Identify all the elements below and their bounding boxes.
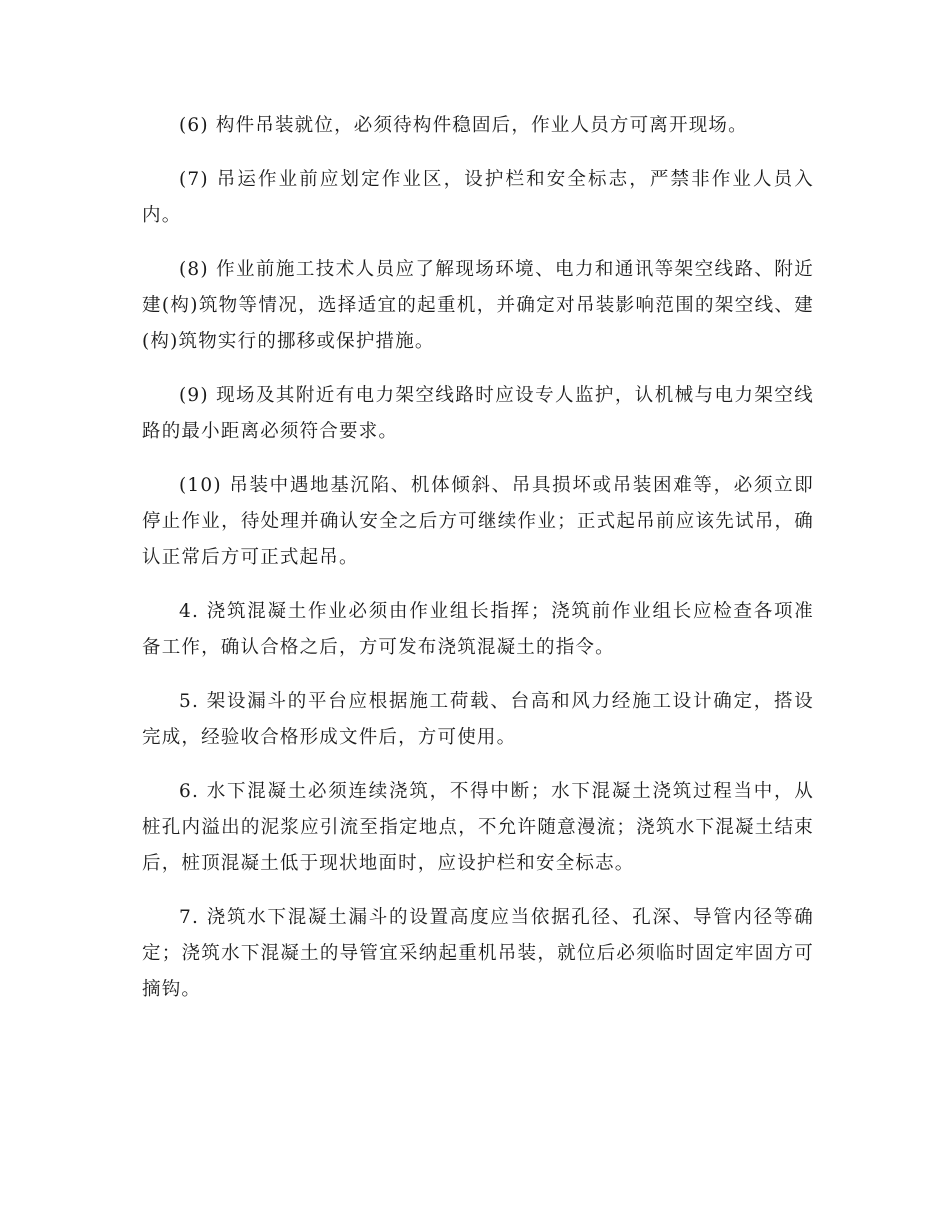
- paragraph-item-7: (7) 吊运作业前应划定作业区，设护栏和安全标志，严禁非作业人员入内。: [142, 169, 814, 226]
- paragraph-item-8: (8) 作业前施工技术人员应了解现场环境、电力和通讯等架空线路、附近建(构)筑物等情况，选择适宜的起重机，并确定对吊装影响范围的架空线、建(构)筑物实行的挪移或保护措施。: [142, 259, 814, 352]
- paragraph-section-6: 6. 水下混凝土必须连续浇筑，不得中断；水下混凝土浇筑过程当中，从桩孔内溢出的泥浆应引流至指定地点，不允许随意漫流；浇筑水下混凝土结束后，桩顶混凝土低于现状地面时，应设护栏和安全标志。: [142, 781, 814, 874]
- paragraph-item-10: (10) 吊装中遇地基沉陷、机体倾斜、吊具损坏或吊装困难等，必须立即停止作业，待处理并确认安全之后方可继续作业；正式起吊前应该先试吊，确认正常后方可正式起吊。: [142, 475, 814, 568]
- paragraph-section-7: 7. 浇筑水下混凝土漏斗的设置高度应当依据孔径、孔深、导管内径等确定；浇筑水下混凝土的导管宜采纳起重机吊装，就位后必须临时固定牢固方可摘钩。: [142, 907, 814, 1000]
- document-body: [142, 108, 814, 1026]
- paragraph-item-9: (9) 现场及其附近有电力架空线路时应设专人监护，认机械与电力架空线路的最小距离必须符合要求。: [142, 385, 814, 442]
- paragraph-item-6: (6) 构件吊装就位，必须待构件稳固后，作业人员方可离开现场。: [179, 115, 748, 136]
- paragraph-section-5: 5. 架设漏斗的平台应根据施工荷载、台高和风力经施工设计确定，搭设完成，经验收合格形成文件后，方可使用。: [142, 691, 814, 748]
- paragraph-section-4: 4. 浇筑混凝土作业必须由作业组长指挥；浇筑前作业组长应检查各项准备工作，确认合格之后，方可发布浇筑混凝土的指令。: [142, 601, 814, 658]
